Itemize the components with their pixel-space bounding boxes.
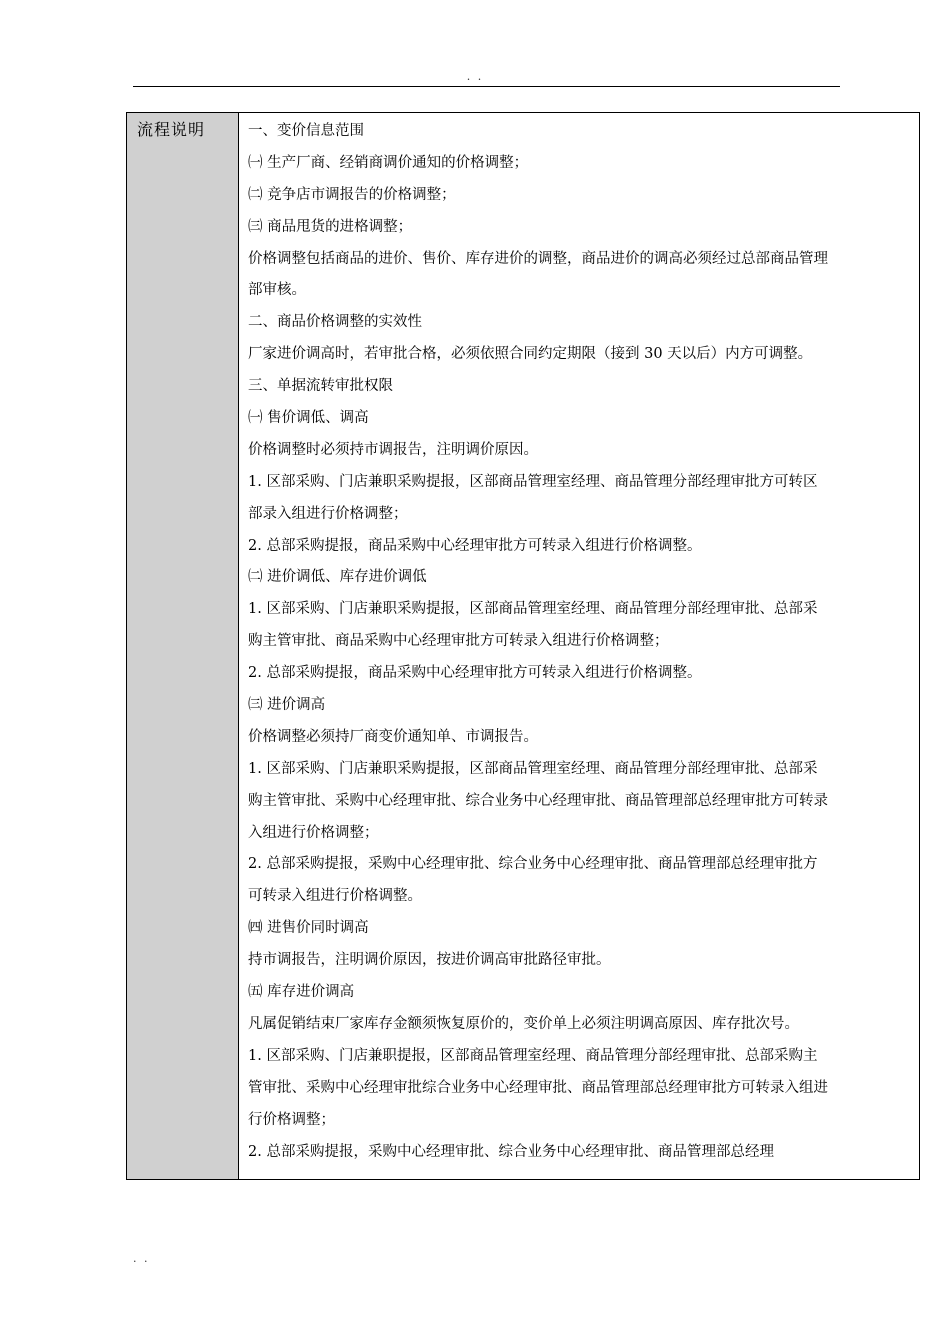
content-line: 部录入组进行价格调整；: [248, 505, 408, 522]
content-line: 入组进行价格调整；: [248, 824, 379, 841]
header-rule: [133, 86, 840, 87]
content-line: ㈠ 生产厂商、经销商调价通知的价格调整；: [248, 154, 529, 171]
content-line: 厂家进价调高时，若审批合格，必须依照合同约定期限（接到 30 天以后）内方可调整。: [248, 346, 813, 363]
content-line: 2. 总部采购提报，商品采购中心经理审批方可转录入组进行价格调整。: [248, 665, 702, 682]
content-line: 2. 总部采购提报，采购中心经理审批、综合业务中心经理审批、商品管理部总经理: [248, 1143, 774, 1160]
content-line: 1. 区部采购、门店兼职提报，区部商品管理室经理、商品管理分部经理审批、总部采购主: [248, 1047, 818, 1064]
content-line: ㈠ 售价调低、调高: [248, 410, 369, 427]
content-line: 行价格调整；: [248, 1111, 335, 1128]
footer-dots: . .: [133, 1252, 150, 1265]
content-line: 1. 区部采购、门店兼职采购提报，区部商品管理室经理、商品管理分部经理审批、总部采: [248, 760, 818, 777]
label-text: 流程说明: [137, 120, 206, 139]
content-line: 1. 区部采购、门店兼职采购提报，区部商品管理室经理、商品管理分部经理审批方可转区: [248, 473, 818, 490]
content-line: 部审核。: [248, 282, 306, 299]
content-cell: [239, 113, 919, 1179]
content-line: 二、商品价格调整的实效性: [248, 314, 422, 331]
content-line: 2. 总部采购提报，商品采购中心经理审批方可转录入组进行价格调整。: [248, 537, 702, 554]
content-line: 持市调报告，注明调价原因，按进价调高审批路径审批。: [248, 952, 611, 969]
content-line: 2. 总部采购提报，采购中心经理审批、综合业务中心经理审批、商品管理部总经理审批方: [248, 856, 818, 873]
label-cell: [127, 113, 239, 1179]
header-dots: . .: [466, 70, 484, 83]
content-line: ㈤ 库存进价调高: [248, 984, 355, 1001]
content-line: ㈢ 商品甩货的进格调整；: [248, 218, 413, 235]
content-line: 三、单据流转审批权限: [248, 378, 393, 395]
process-table: [126, 112, 920, 1180]
content-line: ㈡ 进价调低、库存进价调低: [248, 569, 427, 586]
content-line: ㈢ 进价调高: [248, 697, 326, 714]
content-line: 价格调整包括商品的进价、售价、库存进价的调整，商品进价的调高必须经过总部商品管理: [248, 250, 828, 267]
content-line: ㈡ 竞争店市调报告的价格调整；: [248, 186, 456, 203]
content-line: 价格调整时必须持市调报告，注明调价原因。: [248, 441, 538, 458]
content-line: 一、变价信息范围: [248, 123, 364, 139]
content-line: 1. 区部采购、门店兼职采购提报，区部商品管理室经理、商品管理分部经理审批、总部采: [248, 601, 818, 618]
content-line: 凡属促销结束厂家库存金额须恢复原价的，变价单上必须注明调高原因、库存批次号。: [248, 1015, 799, 1032]
content-line: 可转录入组进行价格调整。: [248, 888, 422, 905]
content-line: ㈣ 进售价同时调高: [248, 920, 369, 937]
content-line: 管审批、采购中心经理审批综合业务中心经理审批、商品管理部总经理审批方可转录入组进: [248, 1079, 828, 1096]
content-line: 价格调整必须持厂商变价通知单、市调报告。: [248, 728, 538, 745]
content-line: 购主管审批、采购中心经理审批、综合业务中心经理审批、商品管理部总经理审批方可转录: [248, 792, 828, 809]
content-line: 购主管审批、商品采购中心经理审批方可转录入组进行价格调整；: [248, 633, 669, 650]
